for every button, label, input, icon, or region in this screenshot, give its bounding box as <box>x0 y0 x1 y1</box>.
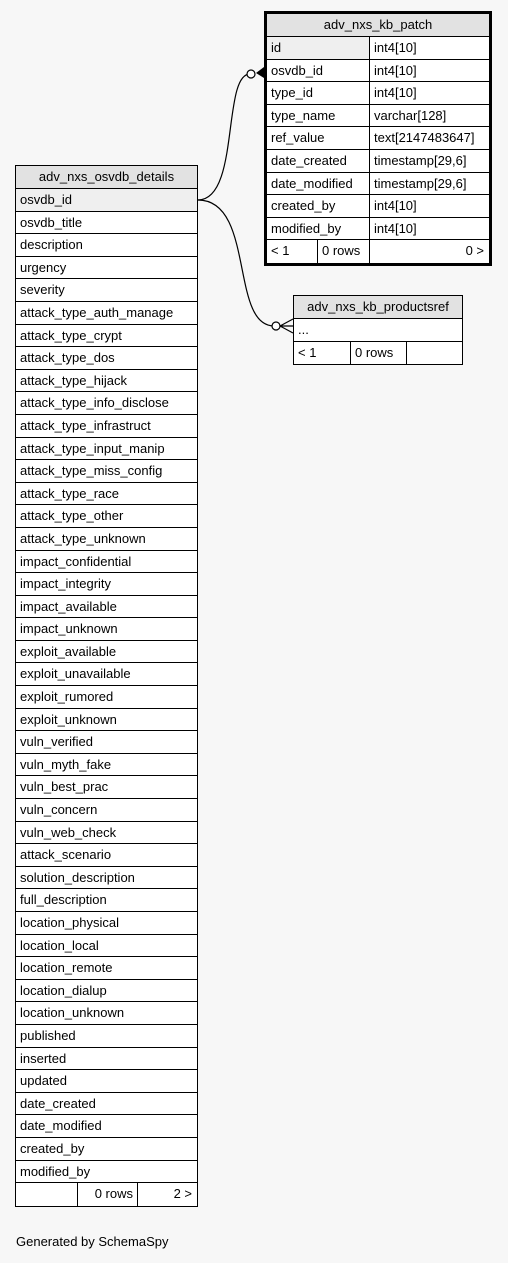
column-row <box>16 686 197 709</box>
column-row <box>16 415 197 438</box>
column-name: type_name <box>267 105 370 127</box>
column-type: timestamp[29,6] <box>374 175 467 191</box>
column-type: int4[10] <box>374 62 417 78</box>
column-row <box>16 867 197 890</box>
column-row <box>16 1138 197 1161</box>
table-adv-nxs-kb-patch[interactable] <box>264 11 492 266</box>
column-name: updated <box>20 1073 67 1089</box>
column-name: ... <box>298 322 309 337</box>
column-name: vuln_best_prac <box>20 779 109 795</box>
column-name: osvdb_title <box>20 214 83 230</box>
column-row <box>16 1161 197 1184</box>
column-row <box>16 663 197 686</box>
column-row <box>16 212 197 235</box>
column-row <box>16 935 197 958</box>
column-row <box>16 1025 197 1048</box>
column-name: exploit_rumored <box>20 689 114 705</box>
column-row <box>16 347 197 370</box>
column-row <box>16 754 197 777</box>
column-row <box>267 150 489 173</box>
column-row <box>16 528 197 551</box>
column-row <box>16 370 197 393</box>
column-name: attack_type_input_manip <box>20 440 165 456</box>
column-row <box>16 483 197 506</box>
column-name: created_by <box>267 195 370 217</box>
children-link[interactable]: 0 > <box>465 243 484 259</box>
column-name: attack_type_race <box>20 485 120 501</box>
column-type: int4[10] <box>374 40 417 55</box>
fk-line-patch <box>198 74 250 200</box>
table-title[interactable]: adv_nxs_osvdb_details <box>16 166 197 189</box>
column-name: date_created <box>20 1095 96 1111</box>
column-name: modified_by <box>267 218 370 240</box>
column-row <box>16 731 197 754</box>
fk-optional-marker-patch <box>247 70 255 78</box>
column-row <box>267 127 489 150</box>
column-type: varchar[128] <box>374 107 447 123</box>
fk-crowfoot-productsref <box>280 319 293 333</box>
column-name: urgency <box>20 259 67 275</box>
column-name: osvdb_id <box>16 189 197 211</box>
column-row <box>16 776 197 799</box>
table-title[interactable]: adv_nxs_kb_productsref <box>294 296 462 319</box>
table-adv-nxs-kb-productsref[interactable] <box>293 295 463 365</box>
column-row <box>16 1070 197 1093</box>
column-name: impact_integrity <box>20 576 112 592</box>
column-name: attack_type_infrastruct <box>20 417 151 433</box>
column-name: vuln_verified <box>20 734 93 750</box>
column-row <box>16 1093 197 1116</box>
column-name: exploit_available <box>20 643 117 659</box>
column-name: location_unknown <box>20 1005 125 1021</box>
column-name: attack_type_hijack <box>20 372 127 388</box>
column-row <box>16 438 197 461</box>
column-name: vuln_myth_fake <box>20 756 112 772</box>
column-row <box>16 460 197 483</box>
column-name: attack_type_miss_config <box>20 463 163 479</box>
column-name: date_modified <box>267 173 370 195</box>
column-row <box>267 218 489 241</box>
column-row <box>16 957 197 980</box>
column-row <box>267 195 489 218</box>
column-name: type_id <box>267 82 370 104</box>
row-count: 0 rows <box>351 342 407 365</box>
column-row <box>294 319 462 342</box>
column-name: vuln_concern <box>20 802 98 818</box>
column-row <box>16 392 197 415</box>
column-name: vuln_web_check <box>20 824 117 840</box>
table-adv-nxs-osvdb-details[interactable] <box>15 165 198 1207</box>
column-name: attack_type_crypt <box>20 327 122 343</box>
column-name: inserted <box>20 1050 67 1066</box>
column-row <box>16 1002 197 1025</box>
column-name: id <box>267 37 370 59</box>
generator-credit: Generated by SchemaSpy <box>16 1234 169 1249</box>
column-name: attack_type_info_disclose <box>20 395 169 411</box>
table-footer <box>267 240 489 263</box>
column-name: solution_description <box>20 869 135 885</box>
parents-link[interactable]: < 1 <box>294 342 351 365</box>
column-row <box>267 37 489 60</box>
fk-optional-marker-productsref <box>272 322 280 330</box>
column-row <box>16 257 197 280</box>
column-name: location_dialup <box>20 982 107 998</box>
column-row <box>16 822 197 845</box>
column-name: attack_type_dos <box>20 350 115 366</box>
table-title[interactable]: adv_nxs_kb_patch <box>267 14 489 37</box>
column-row <box>16 912 197 935</box>
parents-link[interactable]: < 1 <box>267 240 318 263</box>
row-count: 0 rows <box>78 1183 138 1206</box>
column-row <box>16 505 197 528</box>
column-name: published <box>20 1027 76 1043</box>
column-row <box>16 302 197 325</box>
column-row <box>16 844 197 867</box>
column-name: description <box>20 237 83 253</box>
parents-link[interactable] <box>16 1183 78 1206</box>
column-name: attack_type_auth_manage <box>20 304 174 320</box>
column-row <box>16 551 197 574</box>
children-link[interactable] <box>407 342 462 365</box>
column-name: attack_scenario <box>20 847 112 863</box>
column-row <box>16 234 197 257</box>
column-row <box>267 173 489 196</box>
column-name: location_local <box>20 937 99 953</box>
table-footer <box>16 1183 197 1206</box>
column-name: full_description <box>20 892 107 908</box>
column-name: impact_unknown <box>20 621 118 637</box>
column-row <box>267 105 489 128</box>
column-row <box>16 618 197 641</box>
column-row <box>16 189 197 212</box>
column-type: int4[10] <box>374 198 417 214</box>
fk-crowfoot-patch <box>256 67 264 78</box>
column-row <box>16 1115 197 1138</box>
row-count: 0 rows <box>318 240 370 263</box>
column-name: ref_value <box>267 127 370 149</box>
column-name: location_remote <box>20 960 113 976</box>
column-name: created_by <box>20 1140 85 1156</box>
column-row <box>16 980 197 1003</box>
fk-line-productsref <box>198 200 274 326</box>
column-name: impact_confidential <box>20 553 132 569</box>
column-row <box>16 1048 197 1071</box>
column-name: location_physical <box>20 915 120 930</box>
column-type: int4[10] <box>374 220 417 236</box>
column-name: date_created <box>267 150 370 172</box>
column-type: timestamp[29,6] <box>374 152 467 168</box>
column-row <box>16 596 197 619</box>
column-row <box>267 60 489 83</box>
table-footer <box>294 342 462 365</box>
column-name: attack_type_unknown <box>20 530 146 546</box>
column-name: exploit_unavailable <box>20 666 131 682</box>
column-name: severity <box>20 282 65 298</box>
column-row <box>16 325 197 348</box>
column-name: exploit_unknown <box>20 711 117 727</box>
column-name: osvdb_id <box>267 60 370 82</box>
column-type: text[2147483647] <box>374 130 475 146</box>
column-row <box>16 641 197 664</box>
children-link[interactable]: 2 > <box>173 1186 192 1202</box>
column-row <box>16 279 197 302</box>
column-name: modified_by <box>20 1163 91 1179</box>
column-type: int4[10] <box>374 85 417 101</box>
column-name: date_modified <box>20 1118 102 1134</box>
column-row <box>16 799 197 822</box>
column-row <box>267 82 489 105</box>
column-row <box>16 889 197 912</box>
column-row <box>16 709 197 732</box>
column-name: impact_available <box>20 598 117 614</box>
column-row <box>16 573 197 596</box>
column-name: attack_type_other <box>20 508 124 524</box>
